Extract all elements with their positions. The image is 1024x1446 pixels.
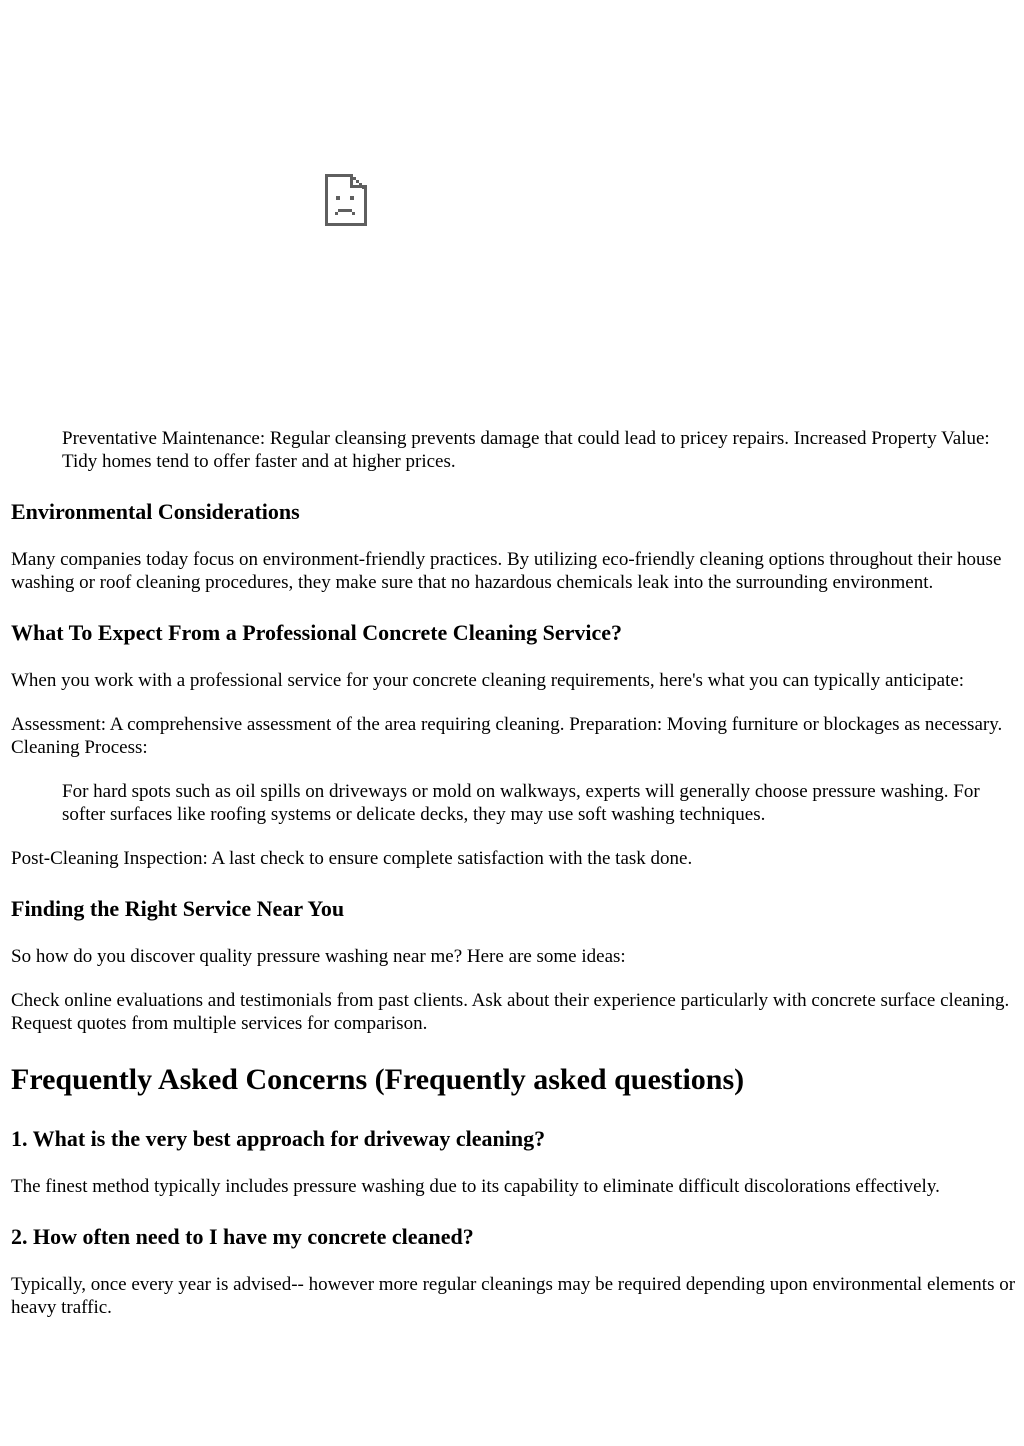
faq-heading: Frequently Asked Concerns (Frequently asked questions): [11, 1063, 745, 1096]
environmental-heading: Environmental Considerations: [11, 499, 300, 524]
faq-answer-1: The finest method typically includes pressure washing due to its capability to eliminate difficult discolorations effectively.: [11, 1176, 940, 1197]
broken-image-icon: [323, 172, 369, 228]
finding-heading: Finding the Right Service Near You: [11, 896, 345, 921]
faq-question-2: 2. How often need to I have my concrete cleaned?: [11, 1224, 474, 1249]
finding-tips-paragraph: Check online evaluations and testimonials from past clients. Ask about their experience particularly with concrete surface cleaning. Request quotes from multiple services for comparison.: [11, 990, 1010, 1034]
expect-heading: What To Expect From a Professional Concrete Cleaning Service?: [11, 620, 623, 645]
maintenance-quote: Preventative Maintenance: Regular cleansing prevents damage that could lead to pricey repairs. Increased Property Value: Tidy homes tend to offer faster and at higher prices.: [62, 428, 990, 472]
cleaning-process-quote: For hard spots such as oil spills on driveways or mold on walkways, experts will generally choose pressure washing. For softer surfaces like roofing systems or delicate decks, they may use soft washing techniques.: [62, 781, 980, 825]
post-cleaning-paragraph: Post-Cleaning Inspection: A last check to ensure complete satisfaction with the task done.: [11, 848, 693, 869]
environmental-paragraph: Many companies today focus on environment-friendly practices. By utilizing eco-friendly cleaning options throughout their house washing or roof cleaning procedures, they make sure that no hazardous chemicals leak into the surrounding environment.: [11, 549, 1002, 593]
finding-intro-paragraph: So how do you discover quality pressure washing near me? Here are some ideas:: [11, 946, 626, 967]
article-content: [11, 424, 1016, 1319]
faq-question-1: 1. What is the very best approach for driveway cleaning?: [11, 1126, 546, 1151]
faq-answer-2: Typically, once every year is advised-- however more regular cleanings may be required depending upon environmental elements or heavy traffic.: [11, 1274, 1016, 1318]
expect-intro-paragraph: When you work with a professional service for your concrete cleaning requirements, here's what you can typically anticipate:: [11, 670, 965, 691]
assessment-paragraph: Assessment: A comprehensive assessment of the area requiring cleaning. Preparation: Moving furniture or blockages as necessary. Cleaning Process:: [11, 714, 1003, 758]
